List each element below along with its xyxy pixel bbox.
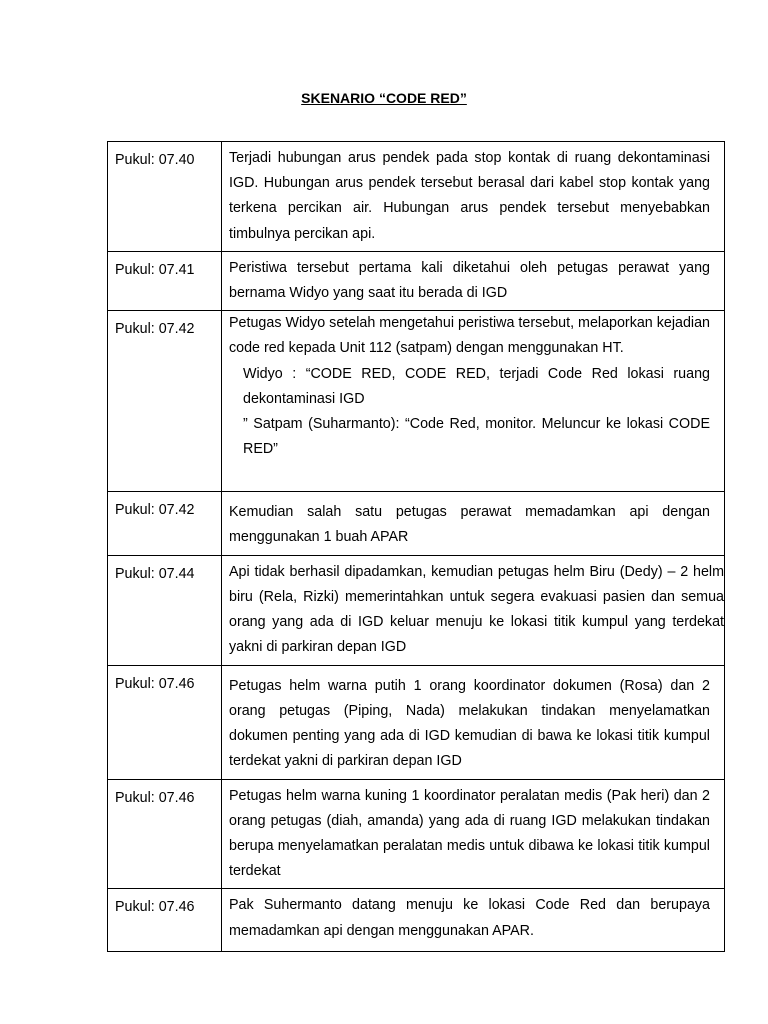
time-cell: Pukul: 07.42 xyxy=(108,492,222,555)
time-cell: Pukul: 07.40 xyxy=(108,142,222,252)
time-cell: Pukul: 07.41 xyxy=(108,251,222,310)
table-row xyxy=(108,251,725,310)
table-row xyxy=(108,555,725,665)
time-cell: Pukul: 07.46 xyxy=(108,779,222,889)
description-cell: Peristiwa tersebut pertama kali diketahui oleh petugas perawat yang bernama Widyo yang saat itu berada di IGD xyxy=(222,251,725,310)
scenario-table xyxy=(107,141,725,952)
description-cell: Petugas helm warna putih 1 orang koordinator dokumen (Rosa) dan 2 orang petugas (Piping, Nada) melakukan tindakan menyelamatkan dokumen penting yang ada di IGD kemudian di bawa ke lokasi titik kumpul terdekat yakni di parkiran depan IGD xyxy=(222,665,725,779)
time-cell: Pukul: 07.46 xyxy=(108,889,222,952)
table-row xyxy=(108,889,725,952)
description-cell: Pak Suhermanto datang menuju ke lokasi Code Red dan berupaya memadamkan api dengan menggunakan APAR. xyxy=(222,889,725,952)
description-cell: Terjadi hubungan arus pendek pada stop kontak di ruang dekontaminasi IGD. Hubungan arus pendek tersebut berasal dari kabel stop kontak yang terkena percikan air. Hubungan arus pendek tersebut menyebabkan timbulnya percikan api. xyxy=(222,142,725,252)
description-cell: Kemudian salah satu petugas perawat memadamkan api dengan menggunakan 1 buah APAR xyxy=(222,492,725,555)
description-cell: Petugas Widyo setelah mengetahui peristiwa tersebut, melaporkan kejadian code red kepada Unit 112 (satpam) dengan menggunakan HT. Widyo : “CODE RED, CODE RED, terjadi Code Red lokasi ruang dekontaminasi IGD ” Satpam (Suharmanto): “Code Red, monitor. Meluncur ke lokasi CODE RED” xyxy=(222,311,725,492)
dialogue-line: ” Satpam (Suharmanto): “Code Red, monitor. Meluncur ke lokasi CODE RED” xyxy=(243,416,710,458)
table-row xyxy=(108,311,725,492)
page-title: SKENARIO “CODE RED” xyxy=(301,90,467,106)
table-row xyxy=(108,779,725,889)
description-cell: Petugas helm warna kuning 1 koordinator peralatan medis (Pak heri) dan 2 orang petugas (diah, amanda) yang ada di ruang IGD melakukan tindakan berupa menyelamatkan peralatan medis untuk dibawa ke lokasi titik kumpul terdekat xyxy=(222,779,725,889)
time-cell: Pukul: 07.44 xyxy=(108,555,222,665)
table-row xyxy=(108,665,725,779)
table-row xyxy=(108,492,725,555)
time-cell: Pukul: 07.42 xyxy=(108,311,222,492)
table-row xyxy=(108,142,725,252)
description-cell: Api tidak berhasil dipadamkan, kemudian petugas helm Biru (Dedy) – 2 helm biru (Rela, Rizki) memerintahkan untuk segera evakuasi pasien dan semua orang yang ada di IGD keluar menuju ke lokasi titik kumpul yang terdekat yakni di parkiran depan IGD xyxy=(222,555,725,665)
time-cell: Pukul: 07.46 xyxy=(108,665,222,779)
dialogue-line: Widyo : “CODE RED, CODE RED, terjadi Code Red lokasi ruang dekontaminasi IGD xyxy=(243,365,710,407)
